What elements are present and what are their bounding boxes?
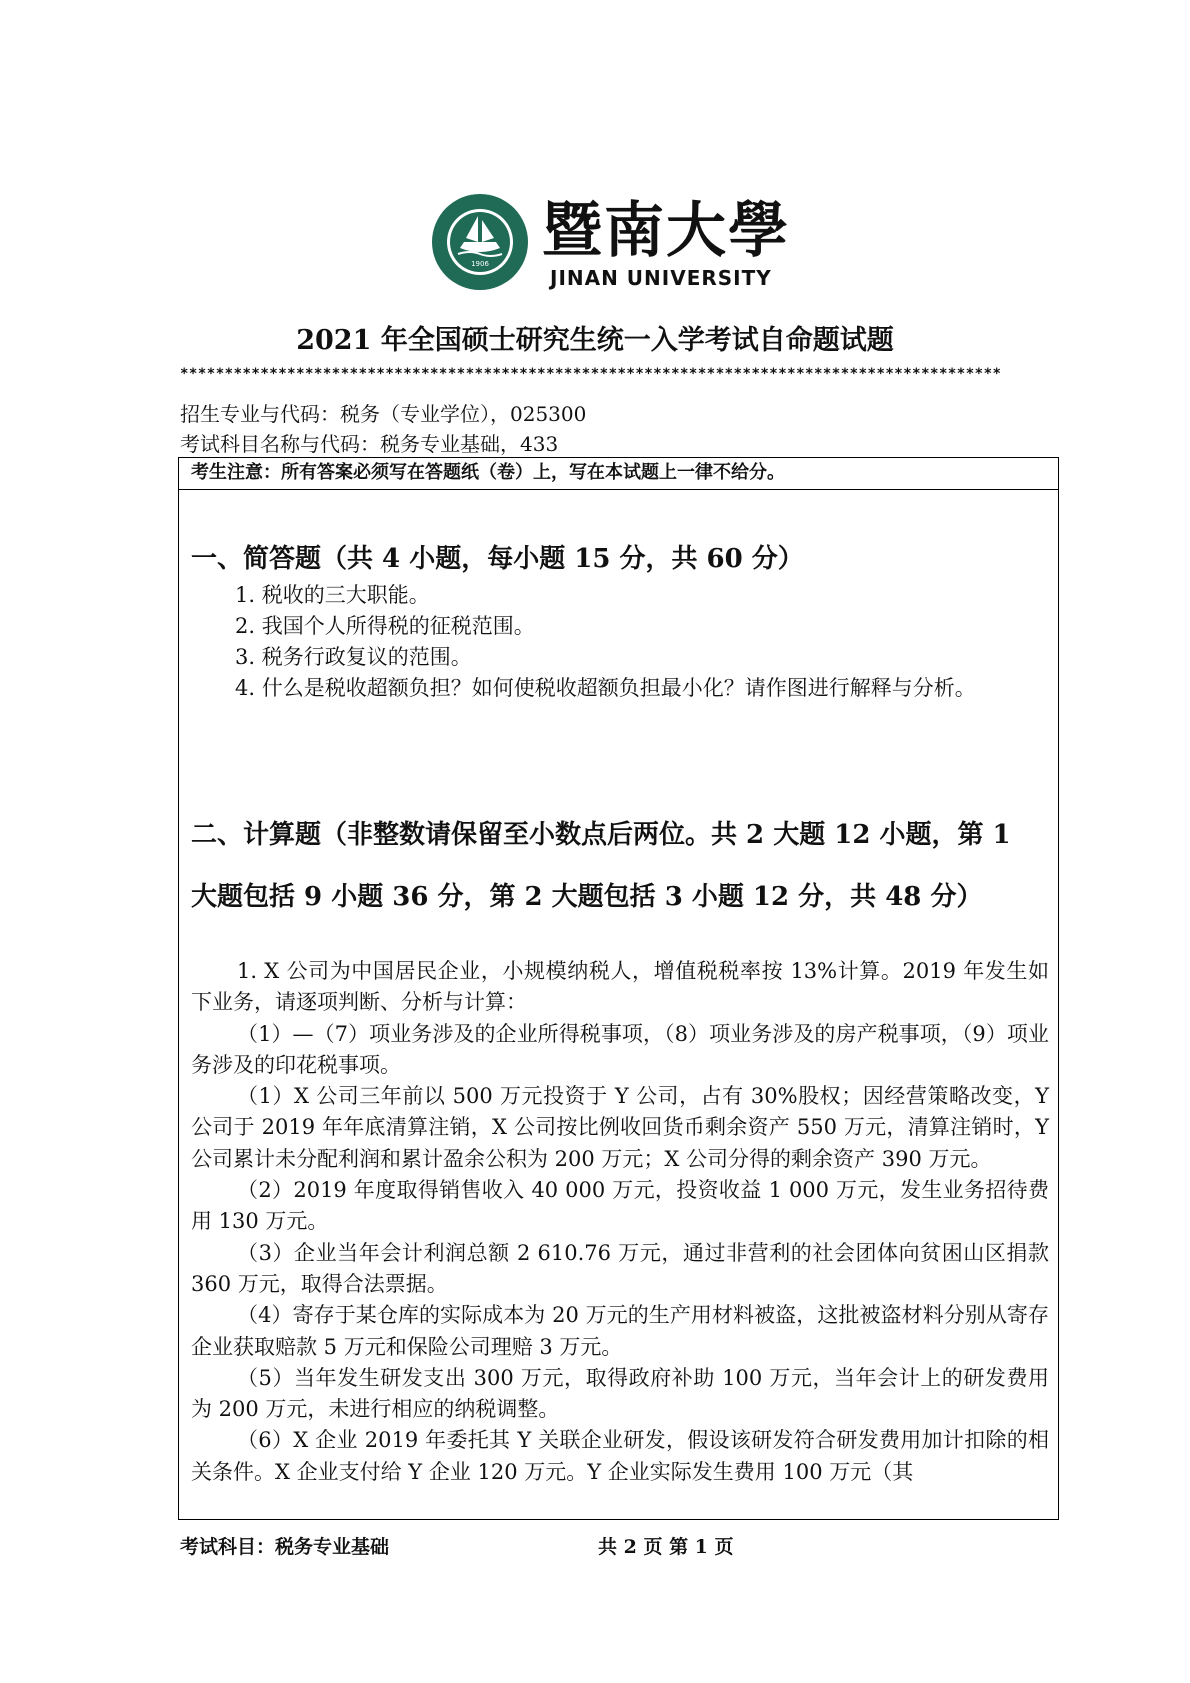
problem-paragraph: （1）—（7）项业务涉及的企业所得税事项，（8）项业务涉及的房产税事项，（9）项业务涉及的印花税事项。 — [191, 1021, 1049, 1077]
candidate-notice: 考生注意：所有答案必须写在答题纸（卷）上，写在本试题上一律不给分。 — [179, 458, 1058, 490]
short-question-4: 4. 什么是税收超额负担？如何使税收超额负担最小化？请作图进行解释与分析。 — [235, 676, 976, 700]
exam-title: 2021 年全国硕士研究生统一入学考试自命题试题 — [296, 325, 894, 356]
short-question-2: 2. 我国个人所得税的征税范围。 — [235, 614, 535, 638]
divider-stars: ******************************************************************************************** — [180, 366, 1002, 382]
major-info: 招生专业与代码：税务（专业学位），025300 — [180, 402, 587, 426]
problem-paragraph: （6）X 企业 2019 年委托其 Y 关联企业研发，假设该研发符合研发费用加计扣除的相关条件。X 企业支付给 Y 企业 120 万元。Y 企业实际发生费用 100 万元（其 — [191, 1428, 1049, 1484]
university-seal-icon — [430, 192, 530, 292]
problem-paragraph: （4）寄存于某仓库的实际成本为 20 万元的生产用材料被盗，这批被盗材料分别从寄存企业获取赔款 5 万元和保险公司理赔 3 万元。 — [191, 1303, 1049, 1359]
university-name-en: JINAN UNIVERSITY — [550, 266, 772, 290]
section1-title: 一、简答题（共 4 小题，每小题 15 分，共 60 分） — [191, 544, 804, 574]
problem-paragraph: （3）企业当年会计利润总额 2 610.76 万元，通过非营利的社会团体向贫困山区捐款 360 万元，取得合法票据。 — [191, 1240, 1049, 1296]
calculation-problem-1 — [191, 956, 1049, 1488]
section2-title-line1: 二、计算题（非整数请保留至小数点后两位。共 2 大题 12 小题，第 1 — [191, 820, 1011, 850]
short-question-3: 3. 税务行政复议的范围。 — [235, 645, 472, 669]
footer-subject: 考试科目：税务专业基础 — [180, 1536, 390, 1558]
exam-content-box — [178, 457, 1059, 1520]
short-question-1: 1. 税收的三大职能。 — [235, 583, 430, 607]
footer-page-number: 共 2 页 第 1 页 — [598, 1536, 734, 1558]
problem-paragraph: （5）当年发生研发支出 300 万元，取得政府补助 100 万元，当年会计上的研发费用为 200 万元，未进行相应的纳税调整。 — [191, 1365, 1049, 1422]
problem-paragraph: （1）X 公司三年前以 500 万元投资于 Y 公司，占有 30%股权；因经营策略改变，Y 公司于 2019 年年底清算注销，X 公司按比例收回货币剩余资产 550 万元，清算注销时，Y 公司累计未分配利润和累计盈余公积为 200 万元；X 公司分得的剩余资产 390 万元。 — [191, 1084, 1049, 1171]
seal-year: 1906 — [471, 260, 489, 268]
university-logo — [430, 192, 790, 292]
university-name-cn: 暨南大學 — [542, 196, 790, 266]
section2-title-line2: 大题包括 9 小题 36 分，第 2 大题包括 3 小题 12 分，共 48 分） — [191, 882, 983, 912]
problem-paragraph: 1. X 公司为中国居民企业，小规模纳税人，增值税税率按 13%计算。2019 年发生如下业务，请逐项判断、分析与计算： — [191, 959, 1049, 1015]
subject-info: 考试科目名称与代码：税务专业基础，433 — [180, 432, 559, 456]
problem-paragraph: （2）2019 年度取得销售收入 40 000 万元，投资收益 1 000 万元，发生业务招待费用 130 万元。 — [191, 1178, 1049, 1234]
